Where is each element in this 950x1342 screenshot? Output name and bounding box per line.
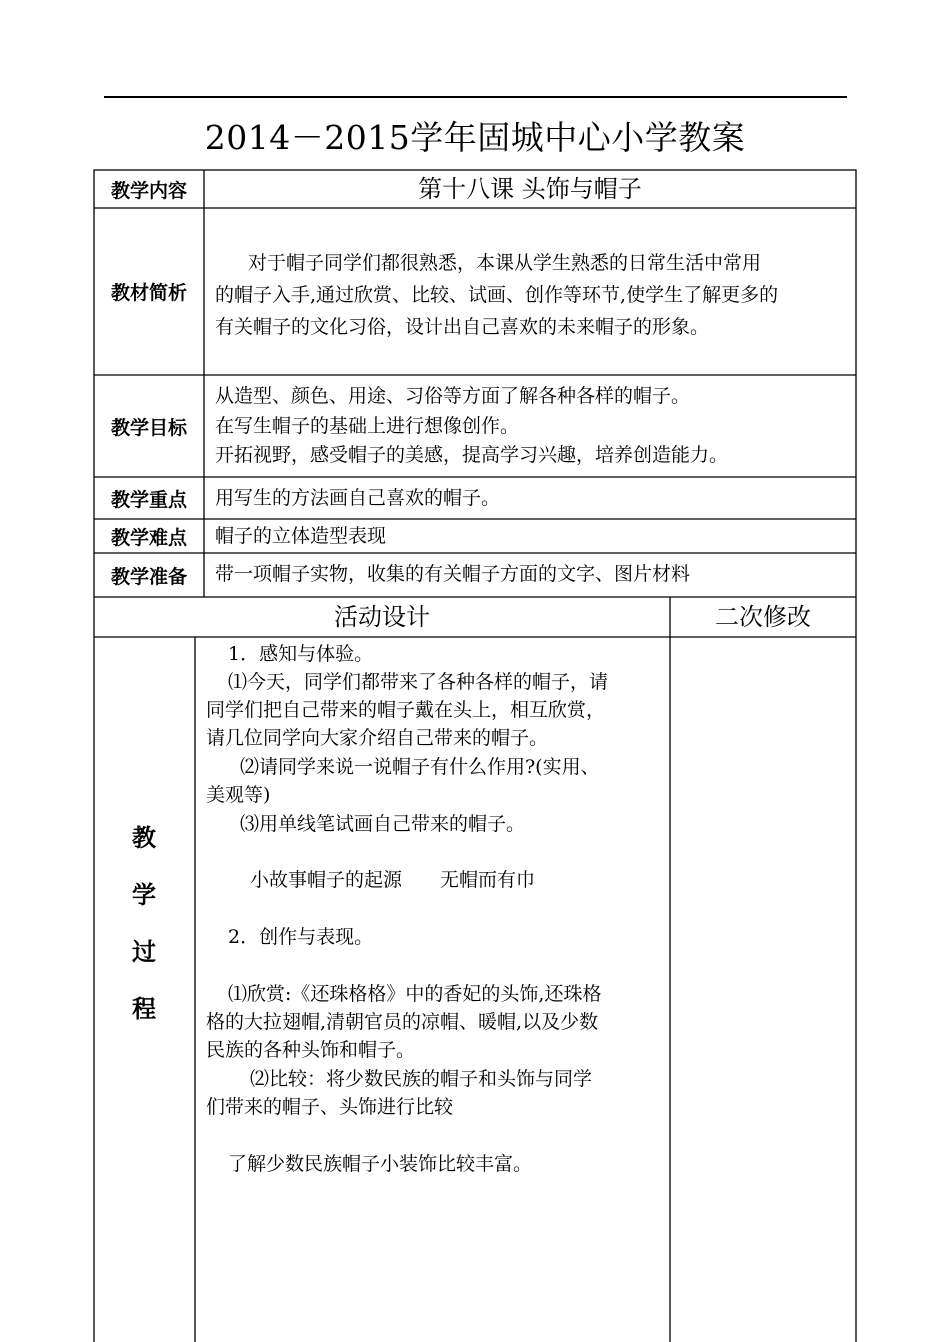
process-line: 民族的各种头饰和帽子。 [206,1039,416,1061]
revision-header: 二次修改 [715,603,811,631]
process-line: 们带来的帽子、头饰进行比较 [206,1096,454,1118]
process-line: 美观等) [206,784,271,806]
focus-value: 用写生的方法画自己喜欢的帽子。 [215,487,501,509]
process-label-char: 教 [132,824,156,852]
process-line: ⑶用单线笔试画自己带来的帽子。 [240,813,526,835]
prep-value: 带一项帽子实物，收集的有关帽子方面的文字、图片材料 [215,563,691,585]
difficulty-label: 教学难点 [110,526,187,549]
analysis-line: 的帽子入手,通过欣赏、比较、试画、创作等环节,使学生了解更多的 [215,284,779,306]
process-line: 小故事帽子的起源 无帽而有巾 [250,869,536,891]
analysis-label: 教材简析 [110,282,187,304]
process-line: 1．感知与体验。 [228,643,374,665]
process-line: ⑵比较：将少数民族的帽子和头饰与同学 [250,1068,593,1090]
process-line: 请几位同学向大家介绍自己带来的帽子。 [206,727,549,749]
process-line: ⑵请同学来说一说帽子有什么作用?(实用、 [240,756,600,778]
process-line: 格的大拉翅帽,清朝官员的凉帽、暖帽,以及少数 [206,1011,599,1033]
goal-line: 开拓视野，感受帽子的美感，提高学习兴趣，培养创造能力。 [215,444,729,466]
goals-label: 教学目标 [110,416,187,439]
difficulty-value: 帽子的立体造型表现 [215,525,387,547]
process-line: ⑴今天，同学们都带来了各种各样的帽子，请 [228,671,609,693]
content-label: 教学内容 [110,179,187,202]
process-label-char: 程 [132,995,156,1023]
process-label-char: 过 [132,938,156,966]
analysis-line: 对于帽子同学们都很熟悉，本课从学生熟悉的日常生活中常用 [248,252,762,274]
lesson-title: 第十八课 头饰与帽子 [418,175,642,203]
page-title: 2014－2015学年固城中心小学教案 [204,118,746,157]
activity-header: 活动设计 [334,603,430,631]
process-line: 了解少数民族帽子小装饰比较丰富。 [228,1153,533,1175]
focus-label: 教学重点 [110,488,187,511]
process-line: ⑴欣赏:《还珠格格》中的香妃的头饰,还珠格 [228,983,602,1005]
process-label-char: 学 [132,881,156,909]
prep-label: 教学准备 [110,565,187,588]
goal-line: 从造型、颜色、用途、习俗等方面了解各种各样的帽子。 [215,385,691,407]
analysis-line: 有关帽子的文化习俗，设计出自己喜欢的未来帽子的形象。 [215,316,710,338]
process-line: 2．创作与表现。 [228,926,374,948]
goal-line: 在写生帽子的基础上进行想像创作。 [215,415,520,437]
process-line: 同学们把自己带来的帽子戴在头上，相互欣赏， [206,699,606,721]
